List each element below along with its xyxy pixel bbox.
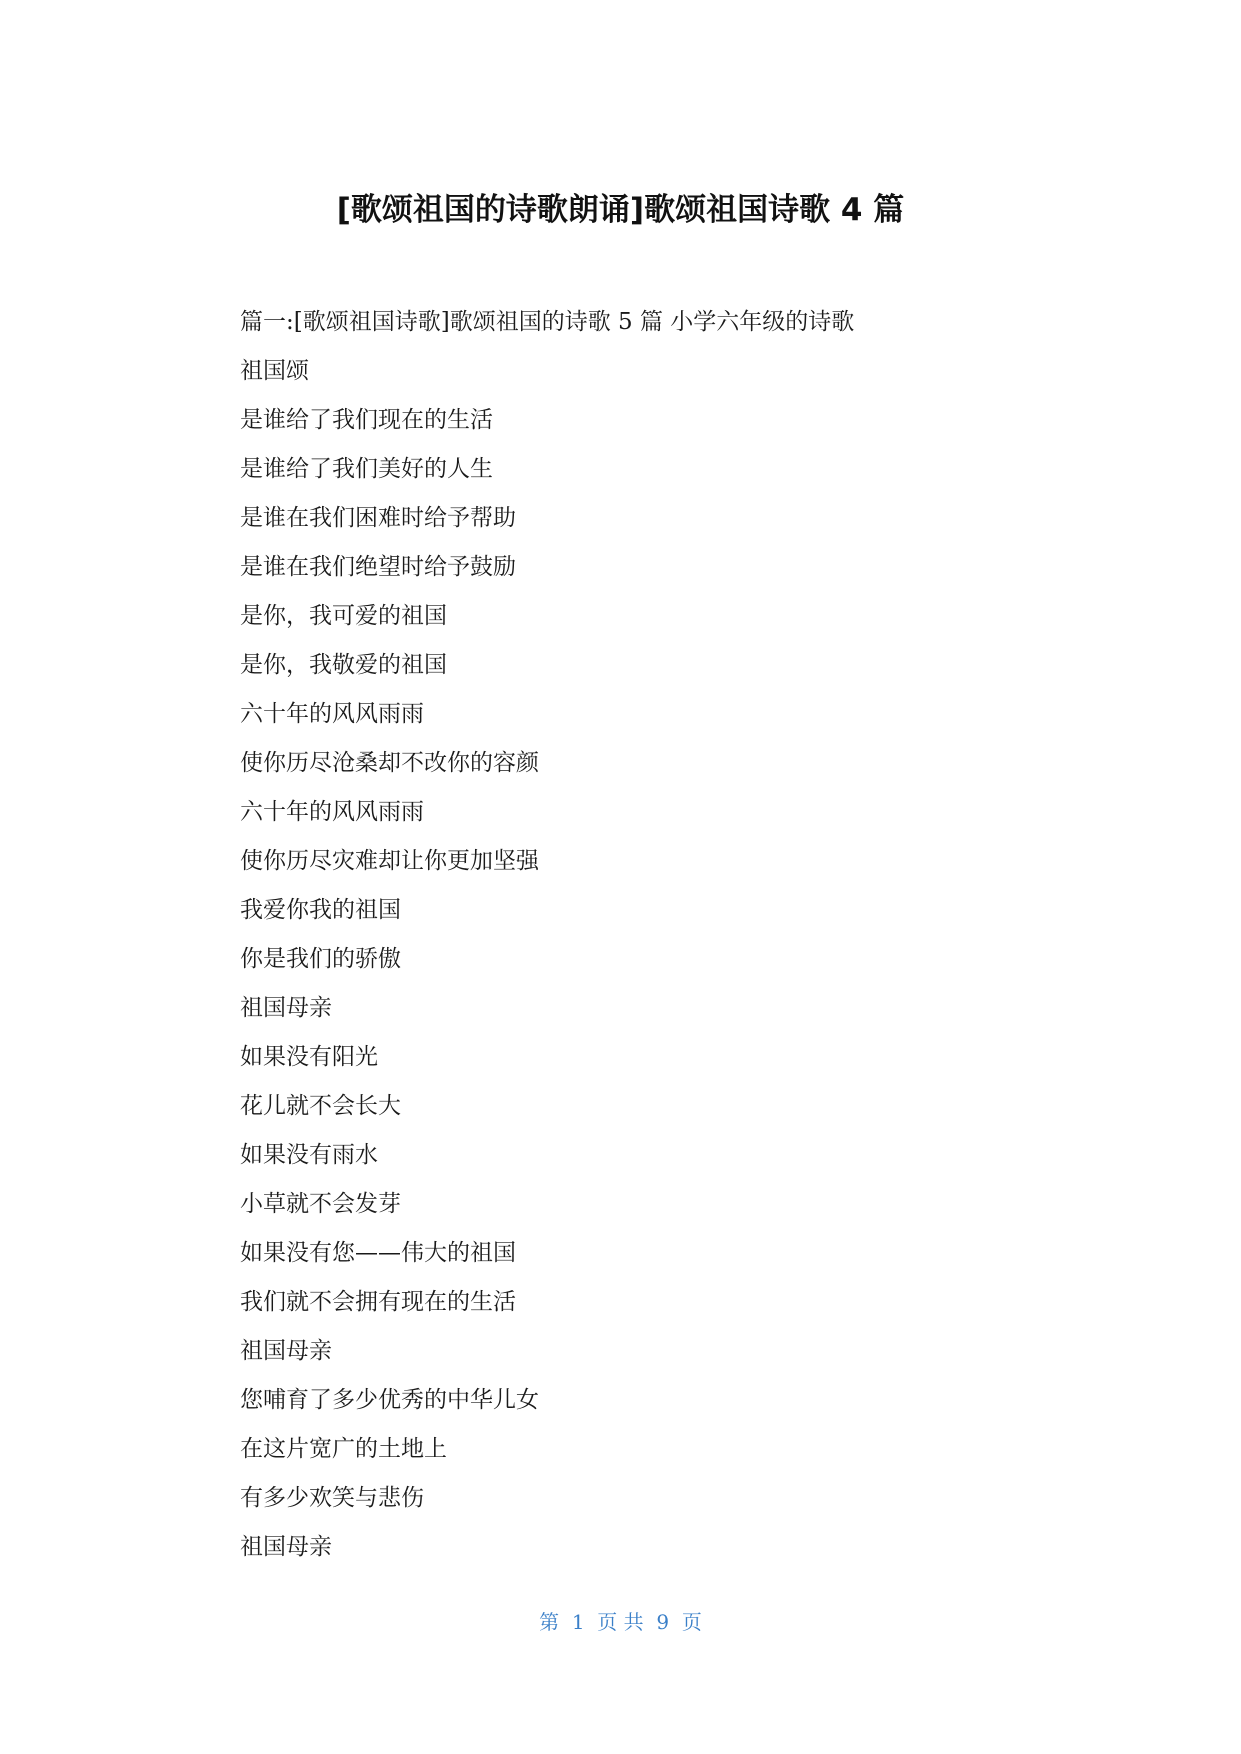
text-line: 祖国母亲	[240, 1534, 332, 1560]
page-number-footer: 第 1 页 共 9 页	[539, 1610, 702, 1634]
text-line: 六十年的风风雨雨	[240, 799, 424, 825]
document-title: [歌颂祖国的诗歌朗诵]歌颂祖国诗歌 4 篇	[336, 192, 905, 228]
text-line: 使你历尽沧桑却不改你的容颜	[240, 750, 539, 776]
text-line: 祖国母亲	[240, 1338, 332, 1364]
text-line: 您哺育了多少优秀的中华儿女	[240, 1387, 539, 1413]
text-line: 是谁在我们绝望时给予鼓励	[240, 554, 516, 580]
text-line: 小草就不会发芽	[240, 1191, 401, 1217]
text-line: 是谁给了我们美好的人生	[240, 456, 493, 482]
text-line: 如果没有您——伟大的祖国	[240, 1240, 516, 1266]
text-line: 祖国颂	[240, 358, 309, 384]
text-line: 是谁在我们困难时给予帮助	[240, 505, 516, 531]
text-line: 花儿就不会长大	[240, 1093, 401, 1119]
text-line: 我爱你我的祖国	[240, 897, 401, 923]
text-line: 六十年的风风雨雨	[240, 701, 424, 727]
text-line: 我们就不会拥有现在的生活	[240, 1289, 516, 1315]
text-line: 是谁给了我们现在的生活	[240, 407, 493, 433]
text-line: 使你历尽灾难却让你更加坚强	[240, 848, 539, 874]
text-line: 如果没有雨水	[240, 1142, 378, 1168]
text-line: 祖国母亲	[240, 995, 332, 1021]
text-line: 篇一:[歌颂祖国诗歌]歌颂祖国的诗歌 5 篇 小学六年级的诗歌	[240, 309, 855, 335]
poem-body	[240, 298, 1020, 1572]
text-line: 有多少欢笑与悲伤	[240, 1485, 424, 1511]
text-line: 如果没有阳光	[240, 1044, 378, 1070]
text-line: 你是我们的骄傲	[240, 946, 401, 972]
text-line: 在这片宽广的土地上	[240, 1436, 447, 1462]
text-line: 是你，我可爱的祖国	[240, 603, 447, 629]
text-line: 是你，我敬爱的祖国	[240, 652, 447, 678]
